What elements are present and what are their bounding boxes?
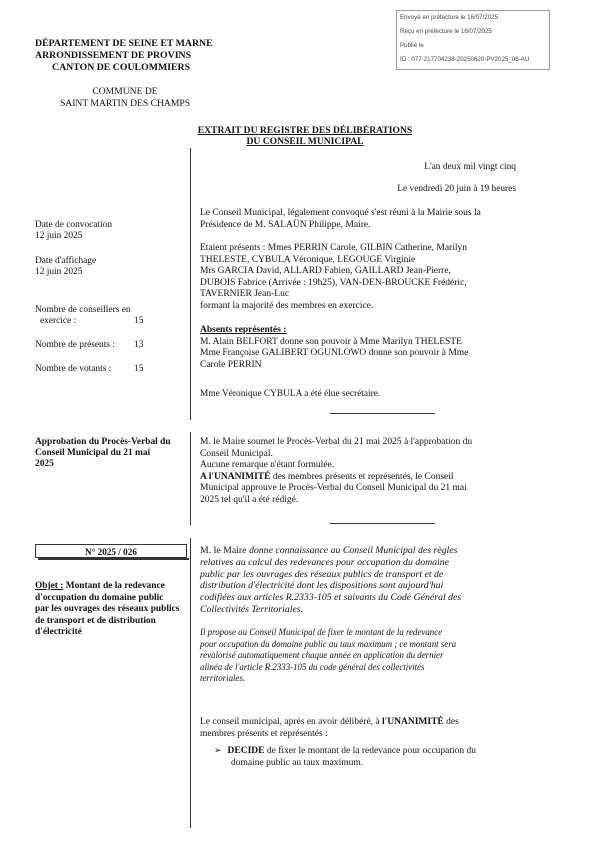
document-title-line2: DU CONSEIL MUNICIPAL xyxy=(246,136,364,147)
approval-title-line3: 2025 xyxy=(35,459,54,469)
paragraph-text: Le conseil municipal, après en avoir délibéré, à xyxy=(200,717,383,727)
absents-line: Mme Françoise GALIBERT OGUNLOWO donne son pouvoir à Mme xyxy=(200,348,469,358)
objet-line xyxy=(35,581,179,593)
paragraph-text: alinéa de l'article R.2333-105 du code général des collectivités xyxy=(200,661,425,672)
convocation-date: 12 juin 2025 xyxy=(35,231,83,241)
approval-line: 2025 tel qu'il a été rédigé. xyxy=(200,494,299,505)
paragraph-line xyxy=(200,545,515,557)
column-divider-top xyxy=(190,148,191,420)
deliberation-paragraph-1 xyxy=(200,545,515,616)
bullet-line: domaine public au taux maximum. xyxy=(231,757,364,768)
paragraph-text: donne connaissance au Conseil Municipal des règles xyxy=(246,545,458,556)
conseillers-value: 15 xyxy=(134,316,144,326)
header-arrondissement: ARRONDISSEMENT DE PROVINS xyxy=(35,50,192,61)
affichage-label: Date d'affichage xyxy=(35,256,97,266)
objet-label: Objet : xyxy=(35,581,64,591)
votants-label: Nombre de votants : xyxy=(35,364,112,374)
paragraph-line xyxy=(200,592,515,604)
absents-paragraph xyxy=(200,325,515,371)
paragraph-text: relatives au calcul des redevances pour occupation du domaine xyxy=(200,556,450,568)
objet-line: par les ouvrages des réseaux publics xyxy=(35,604,180,614)
objet-line: d'occupation du domaine public xyxy=(35,592,164,603)
paragraph-text: public par les ouvrages des réseaux publics de transport et de xyxy=(200,568,444,580)
presents-line: Etaient présents : Mmes PERRIN Carole, GILBIN Catherine, Marilyn xyxy=(200,243,468,253)
secretary-line: Mme Véronique CYBULA a été élue secrétaire. xyxy=(200,389,381,399)
decision-bullet xyxy=(214,746,514,769)
presents-label: Nombre de présents : xyxy=(35,340,115,350)
maire-lead: M. le Maire xyxy=(200,545,247,556)
approval-line: M. le Maire soumet le Procès-Verbal du 21 mai 2025 à l'approbation du xyxy=(200,437,473,447)
arrow-bullet-icon: ➢ xyxy=(214,746,222,756)
objet-line: d'électricité xyxy=(35,627,82,637)
approval-line: Conseil Municipal. xyxy=(200,448,273,459)
paragraph-line xyxy=(200,673,515,685)
paragraph-text: codifiées aux articles R.2333-105 et suivants du Code Général des xyxy=(200,592,462,604)
column-divider-middle xyxy=(190,432,191,525)
objet-block xyxy=(35,581,179,639)
paragraph-text: Collectivités Territoriales. xyxy=(200,603,304,615)
commune-name: SAINT MARTIN DES CHAMPS xyxy=(59,98,191,109)
intro-paragraph xyxy=(200,208,510,231)
objet-text: Montant de la redevance xyxy=(63,581,165,591)
paragraph-text: pour occupation du domaine public au taux maximum ; ce montant sera xyxy=(200,638,457,649)
paragraph-line xyxy=(200,557,515,569)
paragraph-text: revalorisé automatiquement chaque année en application du dernier xyxy=(200,650,444,661)
presents-line: TAVERNIER Jean-Luc xyxy=(200,289,290,299)
approval-title-line1: Approbation du Procès-Verbal du xyxy=(35,437,171,447)
header-canton: CANTON DE COULOMMIERS xyxy=(52,62,191,73)
presents-paragraph xyxy=(200,243,510,312)
presents-line: THELESTE, CYBULA Véronique, LEGOUGE Virginie xyxy=(200,254,416,265)
paragraph-text: des xyxy=(443,717,459,727)
unanimite-bold: A l'UNANIMITÉ xyxy=(200,471,271,482)
bullet-text: de fixer le montant de la redevance pour occupation du xyxy=(264,746,477,756)
intro-line: Présidence de M. SALAÜN Philippe, Maire. xyxy=(200,219,371,230)
box-shadow xyxy=(38,558,189,560)
convocation-label: Date de convocation xyxy=(35,220,113,230)
objet-line: de transport et de distribution xyxy=(35,615,156,626)
bullet-line xyxy=(214,746,514,758)
paragraph-line xyxy=(200,717,515,729)
approval-line: Aucune remarque n'étant formulée. xyxy=(200,460,335,470)
paragraph-line: membres présents et représentés : xyxy=(200,728,328,739)
paragraph-text: Il propose au Conseil Municipal de fixer le montant de la redevance xyxy=(200,627,443,637)
paragraph-line xyxy=(200,569,515,581)
approval-line-rest: des membres présents et représentés, le Conseil xyxy=(270,471,454,482)
separator-line xyxy=(330,523,435,524)
intro-line: Le Conseil Municipal, légalement convoqué s'est réuni à la Mairie sous la xyxy=(200,208,481,218)
stamp-line-id: ID : 077-217704238-20250620-PV2025_06-AU xyxy=(400,56,530,63)
paragraph-line xyxy=(200,662,515,674)
absents-line: M. Alain BELFORT donne son pouvoir à Mme Marilyn THELESTE xyxy=(200,336,462,347)
commune-label: COMMUNE DE xyxy=(92,86,158,97)
absents-heading: Absents représentés : xyxy=(200,325,287,335)
deliberation-number: N° 2025 / 026 xyxy=(85,547,137,557)
paragraph-line xyxy=(200,580,515,592)
document-title-line1: EXTRAIT DU REGISTRE DES DÉLIBÉRATIONS xyxy=(197,125,413,136)
paragraph-line xyxy=(200,604,515,616)
presents-line: formant la majorité des membres en exercice. xyxy=(200,300,374,311)
separator-line xyxy=(330,413,435,414)
approval-line xyxy=(200,472,515,484)
approval-line: Municipal approuve le Procès-Verbal du Conseil Municipal du 21 mai xyxy=(200,483,467,493)
approval-paragraph xyxy=(200,437,515,506)
deliberation-number-box xyxy=(35,544,187,558)
header-departement: DÉPARTEMENT DE SEINE ET MARNE xyxy=(35,38,213,49)
unanimite-bold: l'UNANIMITÉ xyxy=(382,717,444,727)
prefecture-stamp xyxy=(396,10,550,70)
stamp-line-envoye: Envoyé en préfecture le 16/07/2025 xyxy=(400,14,499,21)
deliberation-paragraph-3 xyxy=(200,717,515,740)
votants-value: 15 xyxy=(134,364,144,374)
deliberation-paragraph-2 xyxy=(200,627,515,685)
affichage-date: 12 juin 2025 xyxy=(35,267,83,277)
stamp-line-publie: Publié le xyxy=(400,42,424,49)
paragraph-text: territoriales. xyxy=(200,673,246,684)
paragraph-line xyxy=(200,639,515,651)
conseillers-label-exercice: exercice : xyxy=(40,316,77,326)
decide-keyword: DECIDE xyxy=(227,746,265,756)
presents-line: Mrs GARCIA David, ALLARD Fabien, GAILLARD Jean-Pierre, xyxy=(200,266,451,276)
presents-line: DUBOIS Fabrice (Arrivée : 19h25), VAN-DEN-BROUCKE Frédéric, xyxy=(200,277,467,288)
column-divider-bottom xyxy=(190,538,191,828)
approval-title-line2: Conseil Municipal du 21 mai xyxy=(35,448,151,458)
paragraph-line xyxy=(200,627,515,639)
session-year: L'an deux mil vingt cinq xyxy=(424,162,516,172)
paragraph-text: distribution d'électricité dont les dispositions sont aujourd'hui xyxy=(200,580,444,592)
presents-value: 13 xyxy=(134,340,144,350)
stamp-line-recu: Reçu en préfecture le 16/07/2025 xyxy=(400,28,492,35)
session-date: Le vendredi 20 juin à 19 heures xyxy=(397,184,516,194)
paragraph-line xyxy=(200,650,515,662)
absents-line: Carole PERRIN xyxy=(200,359,262,370)
conseillers-label: Nombre de conseillers en xyxy=(35,305,131,315)
